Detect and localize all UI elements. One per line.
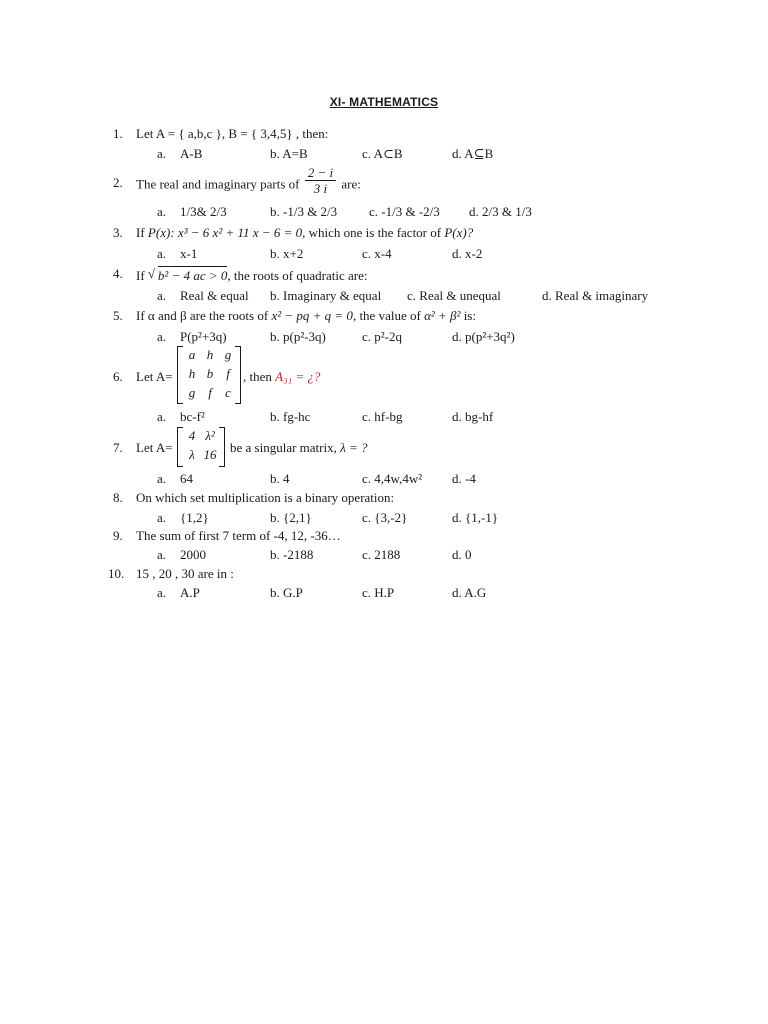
question-text-tail: , then A₃₁ = ¿?: [243, 369, 321, 384]
options-4: [0, 288, 768, 306]
option-d: d. A.G: [452, 585, 487, 600]
option-label: a.: [157, 288, 167, 303]
option-d: d. A⊆B: [452, 146, 494, 161]
option-d: d. p(p²+3q²): [452, 329, 515, 344]
question-number: 6.: [113, 369, 123, 384]
matrix-cell: h: [206, 347, 214, 362]
question-text: The real and imaginary parts of $\frac{2 - i}{3 i}$ are:: [136, 165, 361, 196]
question-number: 4.: [113, 266, 123, 281]
matrix-cell: 16: [203, 447, 217, 462]
question-text-tail: be a singular matrix, λ = ?: [230, 440, 368, 455]
option-b: b. -2188: [270, 547, 314, 562]
question-number: 5.: [113, 308, 123, 323]
matrix-cell: c: [225, 385, 231, 400]
math-expression: α² + β²: [424, 308, 461, 323]
option-b: b. G.P: [270, 585, 303, 600]
option-b: b. x+2: [270, 246, 304, 261]
page-title: XI- MATHEMATICS: [329, 95, 439, 109]
option-label: a.: [157, 146, 167, 161]
question-number: 7.: [113, 440, 123, 455]
option-label: a.: [157, 204, 167, 219]
option-label: a.: [157, 409, 167, 424]
options-9: [0, 547, 768, 565]
option-a: Real & equal: [180, 288, 249, 303]
option-b: b. fg-hc: [270, 409, 311, 424]
matrix-cell: λ: [189, 447, 195, 462]
option-c: c. A⊂B: [362, 146, 403, 161]
question-text: 15 , 20 , 30 are in :: [136, 566, 234, 581]
question-text-lead: Let A=: [136, 369, 173, 384]
option-b: b. {2,1}: [270, 510, 312, 525]
question-number: 8.: [113, 490, 123, 505]
question-10: [0, 566, 768, 584]
option-a: 64: [180, 471, 193, 486]
question-number: 10.: [108, 566, 125, 581]
math-expression: P(x)?: [444, 225, 474, 240]
question-text: On which set multiplication is a binary operation:: [136, 490, 395, 505]
option-label: a.: [157, 510, 167, 525]
options-8: [0, 510, 768, 528]
option-c: c. 2188: [362, 547, 401, 562]
options-2: [0, 204, 768, 222]
math-expression: A₃₁ = ¿?: [275, 369, 321, 384]
math-expression: λ = ?: [340, 440, 368, 455]
question-text: Let A = { a,b,c }, B = { 3,4,5} , then:: [136, 126, 329, 141]
option-d: d. {1,-1}: [452, 510, 499, 525]
matrix-cell: a: [188, 347, 196, 362]
question-9: [0, 528, 768, 546]
options-6: [0, 409, 768, 427]
option-d: d. Real & imaginary: [542, 288, 649, 303]
option-b: b. -1/3 & 2/3: [270, 204, 338, 219]
options-3: [0, 246, 768, 264]
option-b: b. A=B: [270, 146, 308, 161]
question-8: [0, 490, 768, 508]
question-number: 2.: [113, 175, 123, 190]
question-text: The sum of first 7 term of -4, 12, -36…: [136, 528, 341, 543]
sqrt-expression: √ b² − 4 ac > 0: [147, 266, 228, 283]
option-a: P(p²+3q): [180, 329, 227, 344]
option-c: c. Real & unequal: [407, 288, 501, 303]
option-c: c. hf-bg: [362, 409, 403, 424]
option-a: A.P: [180, 585, 200, 600]
question-3: [0, 225, 768, 243]
options-7: [0, 471, 768, 489]
question-number: 1.: [113, 126, 123, 141]
option-label: a.: [157, 471, 167, 486]
question-6: [0, 369, 768, 387]
option-c: c. {3,-2}: [362, 510, 408, 525]
question-2: [0, 165, 768, 196]
option-label: a.: [157, 585, 167, 600]
option-c: c. x-4: [362, 246, 392, 261]
matrix-cell: f: [208, 385, 212, 400]
option-c: c. p²-2q: [362, 329, 403, 344]
matrix-cell: h: [188, 366, 196, 381]
option-d: d. bg-hf: [452, 409, 494, 424]
option-b: b. Imaginary & equal: [270, 288, 382, 303]
math-expression: P(x): x³ − 6 x² + 11 x − 6 = 0: [147, 225, 303, 240]
option-a: {1,2}: [180, 510, 209, 525]
question-number: 3.: [113, 225, 123, 240]
question-5: [0, 308, 768, 326]
question-text: If √ b² − 4 ac > 0, the roots of quadratic are:: [136, 266, 368, 283]
matrix-2x2: [177, 427, 225, 467]
math-expression: x² − pq + q = 0: [271, 308, 353, 323]
option-a: 1/3& 2/3: [180, 204, 227, 219]
option-label: a.: [157, 246, 167, 261]
matrix-cell: b: [206, 366, 214, 381]
option-c: c. -1/3 & -2/3: [369, 204, 440, 219]
matrix-cell: f: [226, 366, 230, 381]
options-1: [0, 146, 768, 164]
question-text: If α and β are the roots of x² − pq + q = 0, the value of α² + β² is:: [136, 308, 476, 323]
question-1: [0, 126, 768, 144]
option-a: x-1: [180, 246, 198, 261]
option-d: d. -4: [452, 471, 476, 486]
matrix-cell: λ²: [205, 428, 215, 443]
options-5: [0, 329, 768, 347]
options-10: [0, 585, 768, 603]
option-a: bc-f²: [180, 409, 205, 424]
question-7: [0, 440, 768, 458]
matrix-cell: g: [188, 385, 196, 400]
question-text-lead: Let A=: [136, 440, 173, 455]
fraction: $\frac{2 - i}{3 i}$: [305, 165, 336, 196]
option-b: b. 4: [270, 471, 290, 486]
option-c: c. H.P: [362, 585, 395, 600]
option-label: a.: [157, 547, 167, 562]
option-b: b. p(p²-3q): [270, 329, 326, 344]
option-a: A-B: [180, 146, 203, 161]
matrix-cell: 4: [188, 428, 196, 443]
option-label: a.: [157, 329, 167, 344]
matrix-cell: g: [224, 347, 232, 362]
question-number: 9.: [113, 528, 123, 543]
question-text: If P(x): x³ − 6 x² + 11 x − 6 = 0, which one is the factor of P(x)?: [136, 225, 474, 240]
matrix-3x3: [177, 346, 241, 404]
option-d: d. x-2: [452, 246, 483, 261]
question-4: [0, 266, 768, 284]
option-d: d. 2/3 & 1/3: [469, 204, 532, 219]
option-c: c. 4,4w,4w²: [362, 471, 423, 486]
option-d: d. 0: [452, 547, 472, 562]
option-a: 2000: [180, 547, 206, 562]
